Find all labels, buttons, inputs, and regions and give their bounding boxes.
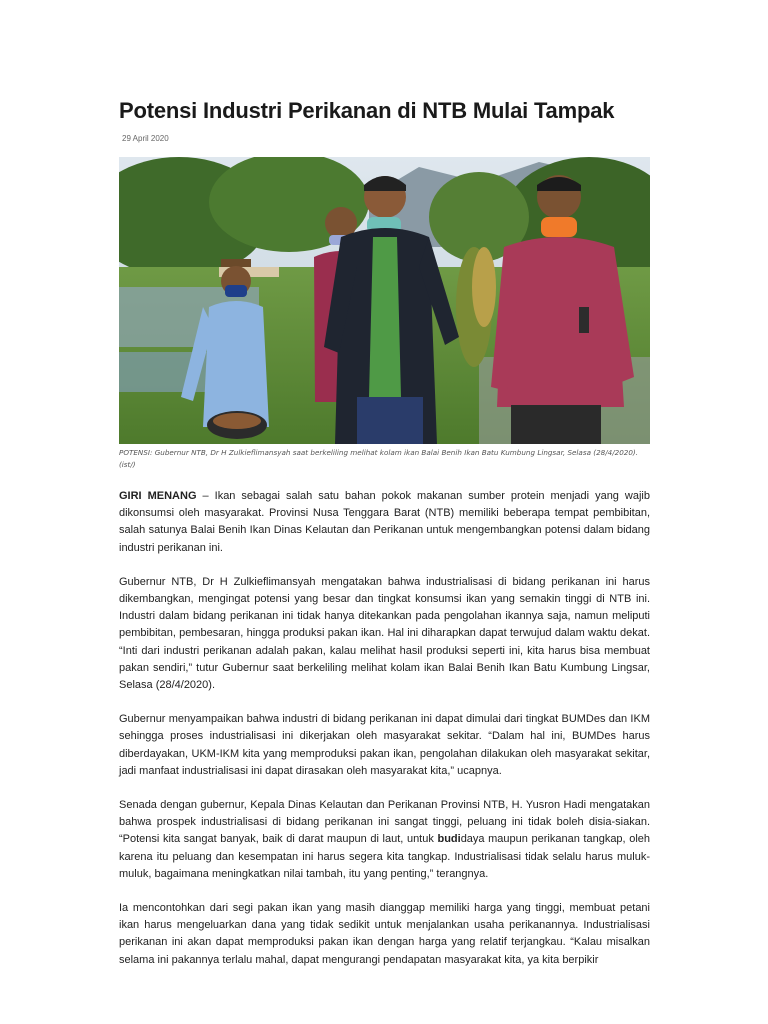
- paragraph-2: Gubernur NTB, Dr H Zulkieflimansyah mengatakan bahwa industrialisasi di bidang perikanan ini harus dikembangkan, mengingat potensi yang besar dan tingkat konsumsi ikan yang semakin tinggi di NTB ini. Industri dalam bidang perikanan ini tidak hanya ditekankan pada pengolahan ikannya saja, namun meliputi pembibitan, pembesaran, hingga produksi pakan ikan. Hal ini diharapkan dapat terwujud dalam waktu dekat. “Inti dari industri perikanan adalah pakan, kalau melihat hasil produksi seperti ini, kita harus bisa membuat pakan sendiri,” tutur Gubernur saat berkeliling melihat kolam ikan Balai Benih Ikan Batu Kumbung Lingsar, Selasa (28/4/2020).: [119, 575, 650, 692]
- article-photo: [119, 157, 650, 444]
- paragraph-5: Ia mencontohkan dari segi pakan ikan yang masih dianggap memiliki harga yang tinggi, membuat petani ikan harus mengeluarkan dana yang tidak sedikit untuk menjalankan usaha perikanannya. Industrialisasi perikanan ini akan dapat memproduksi pakan ikan dengan harga yang relatif terjangkau. “Kalau misalkan selama ini pakannya terlalu mahal, dapat mengurangi pendapatan masyarakat kita, ya kita berpikir: [119, 902, 650, 966]
- photo-caption: POTENSI: Gubernur NTB, Dr H Zulkieflimansyah saat berkeliling melihat kolam ikan Balai Benih Ikan Batu Kumbung Lingsar, Selasa (28/4/2020). (ist/): [119, 448, 639, 469]
- paragraph-1: [119, 488, 650, 557]
- paragraph-3: Gubernur menyampaikan bahwa industri di bidang perikanan ini dapat dimulai dari tingkat BUMDes dan IKM sehingga proses industrialisasi ini dikerjakan oleh masyarakat sekitar. “Dalam hal ini, BUMDes harus diberdayakan, UKM-IKM kita yang memproduksi pakan ikan, pengolahan dilakukan oleh masyarakat sekitar, jadi manfaat industrialisasi ini dapat dirasakan oleh masyarakat kita,” ucapnya.: [119, 713, 650, 777]
- paragraph-4-text-b: daya maupun perikanan tangkap, oleh karena itu peluang dan kesempatan ini harus segera kita tangkap. Industrialisasi tidak selalu harus muluk-muluk, bagaimana meningkatkan nilai tambah, itu yang penting,” terangnya.: [119, 833, 651, 880]
- article-body: [119, 488, 650, 986]
- dateline: GIRI MENANG: [119, 490, 197, 502]
- paragraph-4: [119, 797, 650, 883]
- article-photo-illustration: [119, 157, 650, 444]
- article-container: [119, 96, 651, 966]
- paragraph-1-text: – Ikan sebagai salah satu bahan pokok makanan sumber protein menjadi yang wajib dikonsumsi oleh masyarakat. Provinsi Nusa Tenggara Barat (NTB) memiliki beberapa tempat pembibitan, salah satunya Balai Benih Ikan Dinas Kelautan dan Perikanan untuk mengembangkan potensi dalam bidang industri perikanan ini.: [119, 490, 650, 554]
- article-date: 29 April 2020: [122, 134, 169, 143]
- article-title: Potensi Industri Perikanan di NTB Mulai Tampak: [119, 98, 615, 123]
- paragraph-4-bold: budi: [437, 833, 461, 846]
- paragraph-4-text-a: Senada dengan gubernur, Kepala Dinas Kelautan dan Perikanan Provinsi NTB, H. Yusron Hadi mengatakan bahwa prospek industrialisasi di bidang perikanan ini sangat tinggi, peluang ini tidak boleh disia-siakan. “Potensi kita sangat banyak, baik di darat maupun di laut, untuk: [119, 799, 650, 846]
